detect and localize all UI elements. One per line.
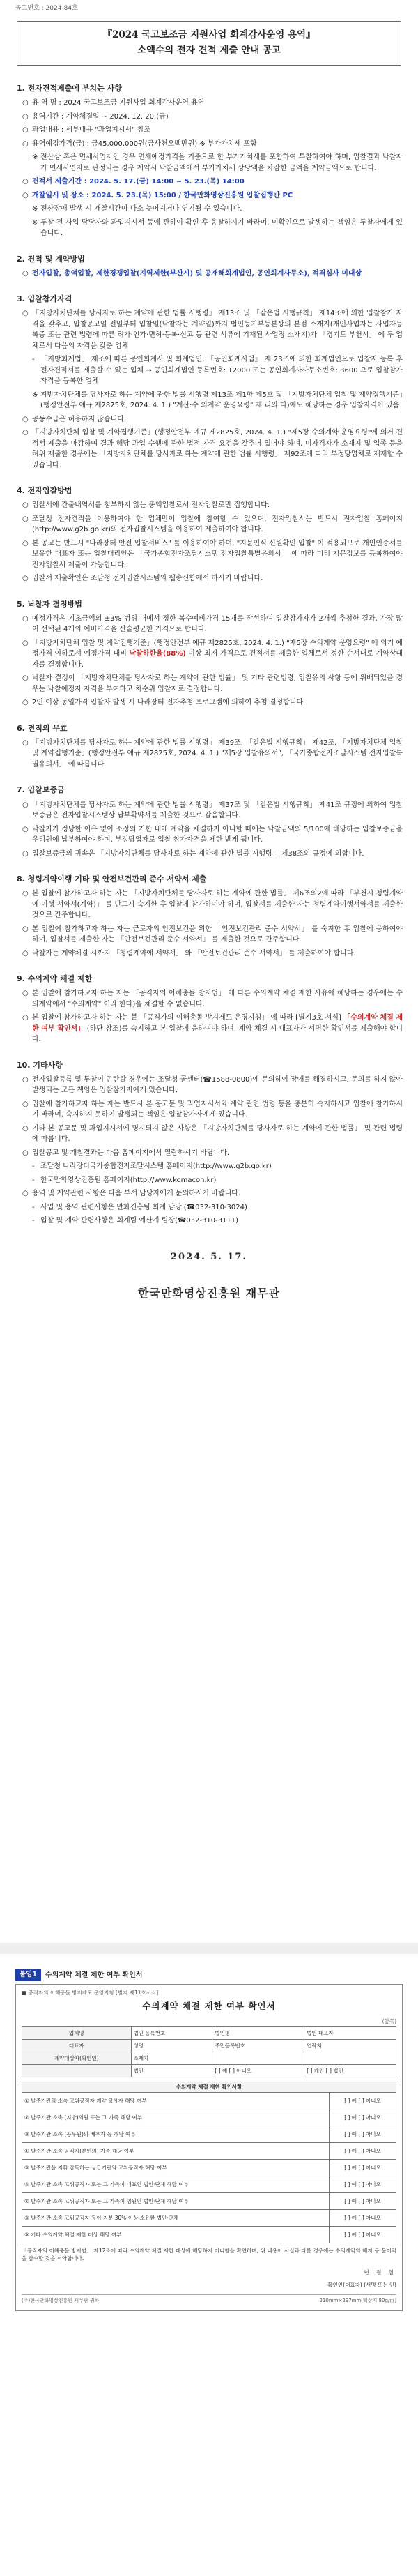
section-subitem bbox=[15, 204, 403, 215]
section-item bbox=[15, 697, 403, 709]
section-item bbox=[15, 139, 403, 150]
section-item bbox=[15, 888, 403, 921]
item-text: 전자입찰, 총액입찰, 제한경쟁입찰(지역제한(부산시) 및 공재해회계법인, 공인회계사무소), 적격심사 미대상 bbox=[32, 269, 362, 278]
section-subitem bbox=[15, 390, 403, 411]
item-bullet: ○ bbox=[22, 515, 29, 523]
item-bullet: ○ bbox=[22, 801, 29, 809]
item-bullet: ○ bbox=[22, 269, 29, 278]
item-text: 기타 본 공고문 및 과업지시서에 명시되지 않은 사항은 「지방자치단체를 당사자로 하는 계약에 관한 법률」 및 관련 법령에 따릅니다. bbox=[32, 1124, 403, 1144]
item-text: 입찰서 제출확인은 조달청 전자입찰시스템의 웹송신함에서 하시기 바랍니다. bbox=[32, 575, 263, 583]
section-item bbox=[15, 500, 403, 511]
check-yes-no[interactable]: [ ] 예 [ ] 아니오 bbox=[330, 2176, 396, 2193]
check-yes-no[interactable]: [ ] 예 [ ] 아니오 bbox=[330, 2193, 396, 2210]
subitem-bullet: - bbox=[32, 1162, 35, 1171]
check-yes-no[interactable]: [ ] 예 [ ] 아니오 bbox=[330, 2126, 396, 2143]
check-row bbox=[22, 2143, 396, 2160]
notice-title-line2: 소액수의 전자 견적 제출 안내 공고 bbox=[137, 44, 281, 56]
check-row bbox=[22, 2227, 396, 2243]
item-bullet: ○ bbox=[22, 1100, 29, 1108]
section-subitem bbox=[15, 218, 403, 239]
form-sign-date: 년 월 일 bbox=[364, 2269, 396, 2276]
check-row bbox=[22, 2126, 396, 2143]
item-text: 2인 이상 동일가격 입찰자 발생 시 나라장터 전자추첨 프로그램에 의하여 추첨 결정합니다. bbox=[32, 699, 306, 707]
item-text: 입찰서에 간출내역서를 첨부하지 않는 총액입찰로서 전자입찰로만 집행합니다. bbox=[32, 501, 270, 510]
section-item bbox=[15, 98, 403, 109]
section-3 bbox=[15, 293, 403, 471]
subitem-bullet: - bbox=[32, 1203, 35, 1211]
form-cell[interactable]: 법인 bbox=[131, 2065, 212, 2077]
attachment-header bbox=[15, 1969, 403, 1981]
item-text: 낙찰자 결정이 「지방자치단체를 당사자로 하는 계약에 관한 법률」 및 기타 관련법령, 입찰유의 사항 등에 위배되었을 경우는 낙찰예정자 자격을 부여하고 차순위 입찰자로 결정합니다. bbox=[32, 674, 403, 693]
item-bullet: ○ bbox=[22, 112, 29, 121]
subitem-text: 입찰 및 계약 관련사항은 회계팀 예산계 팀장(☎032-310-3111) bbox=[40, 1217, 239, 1225]
item-text: 본 입찰에 참가하고자 하는 자는 붙 「공직자의 이해충돌 방지제도 운영지침」 에 따라 [별지3호 서식] 「수의계약 체결 제한 여부 확인서」 (하단 참조)를 숙지하고 본 입찰에 응하여야 하며, 계약 체결 시 대표자가 서명한 확인서를 제출해야 합니다. bbox=[32, 1014, 403, 1044]
subitem-text: 전산상 혹은 면세사업자인 경우 면세예정가격을 기준으로 한 부가가치세를 포함하여 투찰하여야 하며, 입찰결과 낙찰자가 면세사업자로 판정되는 경우 계약시 낙찰금액에서 부가가치세 상당액을 차감한 금액을 계약금액으로 합니다. bbox=[40, 153, 403, 172]
form-pledge-text: 「공직자의 이해충돌 방지법」 제12조에 따라 수의계약 체결 제한 대상에 해당하지 아니함을 확인하며, 위 내용이 사실과 다를 경우에는 수의계약의 해지 등 불이익을 감수할 것을 서약합니다. bbox=[22, 2248, 396, 2262]
attachment-form-area bbox=[15, 1969, 403, 2311]
check-row bbox=[22, 2109, 396, 2126]
item-bullet: ○ bbox=[22, 99, 29, 107]
form-row-label: 대표자 bbox=[22, 2040, 132, 2052]
item-text: 전자입찰등록 및 투찰이 곤란할 경우에는 조달청 콜센터(☎1588-0800)에 문의하여 장애를 해결하시고, 문의를 하지 않아 발생되는 모든 책임은 입찰참가자에게 있습니다. bbox=[32, 1075, 403, 1095]
item-text: 본 입찰에 참가하고자 하는 자는 근로자의 안전보건을 위한 「안전보건관리 준수 서약서」 를 숙지한 후 입찰에 응하여야 하며, 입찰서를 제출한 자는 「안전보건관리 준수 서약서」 를 제출한 것으로 간주합니다. bbox=[32, 925, 403, 944]
check-yes-no[interactable]: [ ] 예 [ ] 아니오 bbox=[330, 2210, 396, 2227]
item-text: 용역 및 계약관련 사항은 다음 부서 담당자에게 문의하시기 바랍니다. bbox=[32, 1190, 241, 1198]
section-heading: 2. 견적 및 계약방법 bbox=[17, 254, 85, 264]
item-text: 「지방자치단체 입찰 및 계약집행기준」(행정안전부 예규 제2825호, 2024. 4. 1.) "제5장 수의계약 운영요령" 에 의거 예정가격 이하로서 예정가격 대비 낙찰하한율(88%) 이상 최저 가격으로 견적서를 제출한 업체로서 정한 순서대로 계약상대자를 결정합니다. bbox=[32, 639, 403, 669]
check-yes-no[interactable]: [ ] 예 [ ] 아니오 bbox=[330, 2227, 396, 2243]
section-subitem bbox=[15, 1215, 403, 1227]
subitem-text: 조달청 나라장터국가종합전자조달시스템 홈페이지(http://www.g2b.go.kr) bbox=[40, 1162, 272, 1171]
section-item bbox=[15, 638, 403, 671]
notice-title-line1: 『2024 국고보조금 지원사업 회계감사운영 용역』 bbox=[102, 29, 316, 40]
form-page-side: (앞쪽) bbox=[382, 2017, 396, 2024]
check-yes-no[interactable]: [ ] 예 [ ] 아니오 bbox=[330, 2109, 396, 2126]
item-bullet: ○ bbox=[22, 849, 29, 858]
section-9 bbox=[15, 973, 403, 1045]
item-bullet: ○ bbox=[22, 1149, 29, 1157]
form-cell[interactable]: 법인 등록번호 bbox=[131, 2027, 212, 2040]
subitem-text: 전산장애 발생 시 개찰시간이 다소 늦어지거나 연기될 수 있습니다. bbox=[40, 205, 242, 213]
section-heading: 5. 낙찰자 결정방법 bbox=[17, 599, 82, 609]
item-bullet: ○ bbox=[22, 925, 29, 933]
section-subitem bbox=[15, 152, 403, 174]
section-subitem bbox=[15, 1202, 403, 1213]
form-cell[interactable]: 연락처 bbox=[304, 2040, 396, 2052]
form-info-row bbox=[22, 2027, 396, 2040]
item-text: 조달청 전자견적을 이용하여야 한 업체만이 입찰에 참여할 수 있으며, 전자입찰서는 반드시 전자입찰 홈페이지(http://www.g2b.go.kr)의 전자입찰시스템을 이용하여 제출하여야 합니다. bbox=[32, 515, 403, 534]
notice-title-box bbox=[17, 21, 401, 66]
attachment-tag: 붙임1 bbox=[15, 1969, 41, 1981]
item-bullet: ○ bbox=[22, 178, 29, 186]
section-heading: 10. 기타사항 bbox=[17, 1060, 63, 1070]
section-item bbox=[15, 1148, 403, 1159]
section-item bbox=[15, 849, 403, 860]
section-subitem bbox=[15, 1161, 403, 1172]
subitem-text: 「지방회계법」 제조에 따른 공인회계사 및 회계법인, 「공인회계사법」 제 23조에 의한 회계법인으로 입찰자 등록 후 전자견적서를 제출할 수 있는 업체 → 공인회계법인 등록번호: 12000 또는 공인회계사사무소번호: 3600 으로 입찰참가자격을 등록한 업체 bbox=[40, 356, 403, 386]
section-heading: 1. 전자견적제출에 부치는 사항 bbox=[17, 84, 122, 93]
item-bullet: ○ bbox=[22, 575, 29, 583]
section-1 bbox=[15, 82, 403, 239]
item-text: 용역예정가격(금) : 금45,000,000원(금사천오백만원) ※ 부가가치세 포함 bbox=[32, 139, 257, 148]
section-item bbox=[15, 1013, 403, 1045]
form-info-row bbox=[22, 2040, 396, 2052]
form-cell[interactable]: 소재지 bbox=[131, 2052, 212, 2065]
notice-date: 2024. 5. 17. bbox=[171, 1251, 247, 1262]
section-item bbox=[15, 924, 403, 946]
form-paper-spec: 210mm×297mm[백상지 80g/㎡] bbox=[319, 2298, 396, 2304]
item-bullet: ○ bbox=[22, 990, 29, 998]
check-row bbox=[22, 2160, 396, 2176]
form-row-label: 업체명 bbox=[22, 2027, 132, 2040]
section-7 bbox=[15, 784, 403, 859]
item-text: 본 입찰에 참가하고자 하는 자는 「지방자치단체를 당사자로 하는 계약에 관한 법률」 제6조의2에 따라 「부천시 청렴계약에 이행 서약서(계약)」 를 반드시 숙지한 후 입찰에 참가하여야 하며, 입찰서를 제출한 자는 청렴계약이행서약서를 제출한 것으로 간주합니다. bbox=[32, 890, 403, 920]
item-bullet: ○ bbox=[22, 949, 29, 957]
section-2 bbox=[15, 253, 403, 280]
item-bullet: ○ bbox=[22, 890, 29, 898]
form-cell[interactable] bbox=[304, 2052, 396, 2065]
item-bullet: ○ bbox=[22, 825, 29, 833]
subitem-bullet: - bbox=[32, 356, 35, 364]
highlighted-term: 「수의계약 체결 제한 여부 확인서」 bbox=[32, 1014, 403, 1033]
form-cell[interactable]: 주민등록번호 bbox=[212, 2040, 304, 2052]
item-text: 본 입찰에 참가하고자 하는 자는 「공직자의 이해충돌 방지법」 에 따른 수의계약 체결 제한 사유에 해당하는 경우에는 수의계약에서 "수의계약" 이라 한다)을 체결할 수 없습니다. bbox=[32, 990, 403, 1008]
section-subitem bbox=[15, 354, 403, 387]
item-text: 용역기간 : 계약체결일 ~ 2024. 12. 20.(금) bbox=[32, 112, 169, 121]
notice-organization: 한국만화영상진흥원 재무관 bbox=[137, 1286, 281, 1300]
form-info-table bbox=[22, 2026, 396, 2077]
section-item bbox=[15, 176, 403, 188]
section-item bbox=[15, 308, 403, 351]
section-item bbox=[15, 514, 403, 536]
section-heading: 7. 입찰보증금 bbox=[17, 785, 65, 795]
form-cell[interactable]: 법인명 bbox=[212, 2027, 304, 2040]
check-question: ④ 발주기관 소속 공직자(본인의) 가족 해당 여부 bbox=[22, 2143, 330, 2160]
item-bullet: ○ bbox=[22, 674, 29, 683]
section-separator bbox=[0, 1943, 418, 1954]
section-subitem bbox=[15, 1175, 403, 1186]
check-yes-no[interactable]: [ ] 예 [ ] 아니오 bbox=[330, 2093, 396, 2109]
item-bullet: ○ bbox=[22, 415, 29, 423]
section-item bbox=[15, 673, 403, 695]
subitem-text: 사업 및 용역 관련사항은 만화진흥팀 회계 담당 (☎032-310-3024) bbox=[40, 1203, 247, 1211]
section-heading: 3. 입찰참가자격 bbox=[17, 294, 72, 304]
subitem-text: 투찰 전 사업 담당자와 과업지시서 등에 관하여 확인 후 응찰하시기 바라며, 미확인으로 발생하는 책임은 투찰자에게 있습니다. bbox=[40, 218, 403, 238]
subitem-text: 지방자치단체를 당사자로 하는 계약에 관한 법률 시행령 제13조 제1항 제5호 및 「지방자치단체 입찰 및 계약집행기준」(행정안전부 예규 제2825호, 2024. 4. 1.) "계산·수 의계약 운영요령" 제 리의 다)에도 해당하는 경우 입찰자격이 있음 bbox=[40, 391, 403, 410]
check-row bbox=[22, 2093, 396, 2109]
confirmation-form bbox=[15, 1984, 403, 2312]
section-item bbox=[15, 1099, 403, 1121]
check-question: ⑥ 발주기관 소속 고위공직자 또는 그 가족이 대표인 법인·단체 해당 여부 bbox=[22, 2176, 330, 2193]
item-bullet: ○ bbox=[22, 539, 29, 547]
item-bullet: ○ bbox=[22, 1014, 29, 1022]
form-title: 수의계약 체결 제한 여부 확인서 bbox=[142, 2001, 276, 2012]
item-bullet: ○ bbox=[22, 429, 29, 437]
section-item bbox=[15, 988, 403, 1010]
item-bullet: ○ bbox=[22, 139, 29, 148]
section-item bbox=[15, 125, 403, 136]
form-signer: 확인인(대표자) (서명 또는 인) bbox=[327, 2281, 396, 2288]
item-text: 「지방자치단체를 당사자로 하는 계약에 관한 법률 시행령」 제13조 및 「같은법 시행규칙」 제14조에 의한 입찰참가 자격을 갖추고, 입찰공고일 전일부터 입찰일(낙찰자는 계약일)까지 법인등기부등본상의 본점 소재지(개인사업자는 사업자등록증 또는 관련 법령에 따른 허가·인가·면허·등록·신고 등 관련 서류에 기재된 사업장 소재지)가 「경기도 부천시」 에 두 업체로서 다음의 자격을 갖춘 업체 bbox=[32, 310, 403, 350]
item-text: 공동수급은 허용하지 않습니다. bbox=[32, 415, 127, 423]
check-row bbox=[22, 2193, 396, 2210]
check-row bbox=[22, 2210, 396, 2227]
section-item bbox=[15, 573, 403, 584]
subitem-text: 한국만화영상진흥원 홈페이지(http://www.komacon.kr) bbox=[40, 1176, 217, 1184]
section-item bbox=[15, 738, 403, 771]
subitem-bullet: - bbox=[32, 1217, 35, 1225]
notice-number: 공고번호 : 2024-84호 bbox=[15, 5, 78, 12]
check-question: ⑨ 기타 수의계약 체결 제한 대상 해당 여부 bbox=[22, 2227, 330, 2243]
form-row-label: 계약대상자(확인인) bbox=[22, 2052, 132, 2065]
form-cell[interactable] bbox=[212, 2052, 304, 2065]
section-item bbox=[15, 414, 403, 425]
section-item bbox=[15, 824, 403, 846]
item-text: 개찰일시 및 장소 : 2024. 5. 23.(목) 15:00 / 한국만화영상진흥원 입찰집행관 PC bbox=[32, 191, 293, 199]
item-bullet: ○ bbox=[22, 501, 29, 510]
subitem-bullet: ※ bbox=[32, 218, 38, 227]
attachment-title: 수의계약 체결 제한 여부 확인서 bbox=[45, 1971, 143, 1979]
section-item bbox=[15, 427, 403, 471]
section-item bbox=[15, 268, 403, 280]
section-6 bbox=[15, 722, 403, 771]
form-info-row bbox=[22, 2065, 396, 2077]
item-bullet: ○ bbox=[22, 699, 29, 707]
check-yes-no[interactable]: [ ] 예 [ ] 아니오 bbox=[330, 2143, 396, 2160]
section-item bbox=[15, 538, 403, 571]
item-text: 낙찰자가 정당한 이유 없이 소정의 기한 내에 계약을 체결하지 아니할 때에는 낙찰금액의 5/100에 해당하는 입찰보증금을 우리원에 납부하여야 하며, 부정당업자로 입찰 참가자격을 제한 받게 됩니다. bbox=[32, 825, 403, 844]
section-heading: 4. 전자입찰방법 bbox=[17, 486, 72, 496]
section-item bbox=[15, 948, 403, 960]
section-heading: 9. 수의계약 체결 제한 bbox=[17, 974, 93, 984]
check-question: ② 발주기관 소속 (지방)의원 또는 그 가족 해당 여부 bbox=[22, 2109, 330, 2126]
check-question: ③ 발주기관 소속 (공무원)의 배우자 등 해당 여부 bbox=[22, 2126, 330, 2143]
section-5 bbox=[15, 598, 403, 709]
item-bullet: ○ bbox=[22, 738, 29, 747]
subitem-bullet: ※ bbox=[32, 205, 38, 213]
check-question: ⑧ 발주기관 소속 고위공직자 등이 지분 30% 이상 소유한 법인·단체 bbox=[22, 2210, 330, 2227]
form-cell[interactable]: [ ] 개인 [ ] 법인 bbox=[304, 2065, 396, 2077]
subitem-bullet: ※ bbox=[32, 391, 38, 399]
section-heading: 8. 청렴계약이행 기타 및 안전보건관리 준수 서약서 제출 bbox=[17, 874, 207, 884]
item-text: 「지방자치단체를 당사자로 하는 계약에 관한 법률 시행령」 제37조 및 「같은법 시행규칙」 제41조 규정에 의하여 입찰 보증금은 전자입찰시스템상 납부확약서를 제출한 것으로 갈음합니다. bbox=[32, 801, 403, 820]
form-row-label bbox=[22, 2065, 132, 2077]
item-text: 입찰공고 및 개찰결과는 다음 홈페이지에서 열람하시기 바랍니다. bbox=[32, 1149, 230, 1157]
highlighted-term: 낙찰하한율(88%) bbox=[129, 650, 186, 658]
item-text: 과업내용 : 세부내용 "과업지시서" 참조 bbox=[32, 126, 151, 135]
subitem-bullet: ※ bbox=[32, 153, 38, 162]
section-item bbox=[15, 112, 403, 123]
item-bullet: ○ bbox=[22, 310, 29, 318]
notice-sections bbox=[15, 82, 403, 1226]
form-cell[interactable]: 법인 대표자 bbox=[304, 2027, 396, 2040]
check-table-title: 수의계약 체결 제한 확인사항 bbox=[22, 2082, 396, 2093]
form-cell[interactable]: [ ] 예 [ ] 아니오 bbox=[212, 2065, 304, 2077]
form-footer bbox=[22, 2294, 396, 2305]
subitem-bullet: - bbox=[32, 1176, 35, 1184]
item-bullet: ○ bbox=[22, 1190, 29, 1198]
form-check-table bbox=[22, 2082, 396, 2243]
form-info-row bbox=[22, 2052, 396, 2065]
section-heading: 6. 견적의 무효 bbox=[17, 723, 68, 733]
section-8 bbox=[15, 873, 403, 959]
item-bullet: ○ bbox=[22, 126, 29, 135]
item-text: 예정가격은 기초금액의 ±3% 범위 내에서 정한 복수예비가격 15개를 작성하여 입찰참가자가 2개씩 추첨한 결과, 가장 많이 선택된 4개의 예비가격을 산술평균한 가격으로 합니다. bbox=[32, 614, 403, 634]
check-row bbox=[22, 2176, 396, 2193]
item-text: 「지방자치단체를 당사자로 하는 계약에 관한 법률 시행령」 제39조, 「같은법 시행규칙」 제42조, 「지방자치단체 입찰 및 계약집행기준」(행정안전부 예규 제2825호, 2024. 4. 1.) "제5장 입찰유의서", 「국가종합전자조달시스템 전자입찰특별유의서」 에 따릅니다. bbox=[32, 738, 403, 768]
check-question: ⑤ 발주기관을 지휘 감독하는 상급기관의 고위공직자 해당 여부 bbox=[22, 2160, 330, 2176]
form-cell[interactable]: 성명 bbox=[131, 2040, 212, 2052]
form-regulation-header: ■ 공직자의 이해충돌 방지제도 운영지침 [별지 제11호서식] bbox=[22, 1989, 159, 1996]
item-text: 낙찰자는 계약체결 시까지 「청렴계약에 서약서」 와 「안전보건관리 준수 서약서」 를 제출하여야 합니다. bbox=[32, 949, 356, 957]
item-text: 입찰보증금의 귀속은 「지방자치단체를 당사자로 하는 계약에 관한 법률 시행령」 제38조의 규정에 의합니다. bbox=[32, 849, 364, 858]
check-question: ① 발주기관의 소속 고위공직자 계약 당사자 해당 여부 bbox=[22, 2093, 330, 2109]
section-item bbox=[15, 190, 403, 202]
item-bullet: ○ bbox=[22, 191, 29, 199]
item-text: 견적서 제출기간 : 2024. 5. 17.(금) 14:00 ~ 5. 23.(목) 14:00 bbox=[32, 178, 245, 186]
item-text: 「지방자치단체 입찰 및 계약집행기준」(행정안전부 예규 제2825호, 2024. 4. 1.) "제5장 수의계약 운영요령"에 의거 견적서 제출을 마감하여 결과 해당 과업 수행에 관한 법적 자격 요건을 갖추어 있어야 하며, 미자격자가 소재지 및 업종 등을 허위 제출한 경우에는 「지방자치단체를 당사자로 하는 계약에 관한 법률 시행령」 제92조에 따라 부정당업체로 제재할 수 있습니다. bbox=[32, 429, 403, 469]
section-item bbox=[15, 1075, 403, 1096]
item-text: 본 공고는 반드시 "나라장터 안전 입찰서비스" 를 이용하여야 하며, "지문인식 신원확인 입찰" 이 적용되므로 개인인증서를 보유한 대표자 또는 입찰대리인은 「국가종합전자조달시스템 전자입찰특별유의서」 에 따라 미리 지문정보를 등록하여야 전자입찰서 제출이 가능합니다. bbox=[32, 539, 403, 569]
item-bullet: ○ bbox=[22, 1075, 29, 1084]
section-item bbox=[15, 1188, 403, 1199]
section-4 bbox=[15, 485, 403, 584]
section-item bbox=[15, 1123, 403, 1145]
item-bullet: ○ bbox=[22, 639, 29, 647]
item-text: 용 역 명 : 2024 국고보조금 지원사업 회계감사운영 용역 bbox=[32, 99, 205, 107]
section-10 bbox=[15, 1059, 403, 1227]
section-item bbox=[15, 614, 403, 635]
form-addressee: (주)한국만화영상진흥원 재무관 귀하 bbox=[22, 2298, 100, 2304]
section-item bbox=[15, 800, 403, 821]
item-bullet: ○ bbox=[22, 614, 29, 623]
check-yes-no[interactable]: [ ] 예 [ ] 아니오 bbox=[330, 2160, 396, 2176]
item-bullet: ○ bbox=[22, 1124, 29, 1132]
check-question: ⑦ 발주기관 소속 고위공직자 또는 그 가족이 임원인 법인·단체 해당 여부 bbox=[22, 2193, 330, 2210]
item-text: 입찰에 참가하고자 하는 자는 반드시 본 공고문 및 과업지시서와 계약 관련 법령 등을 충분히 숙지하시고 입찰에 참가하시기 바라며, 숙지하지 못하여 발생되는 책임은 입찰참가자에게 있습니다. bbox=[32, 1100, 403, 1119]
